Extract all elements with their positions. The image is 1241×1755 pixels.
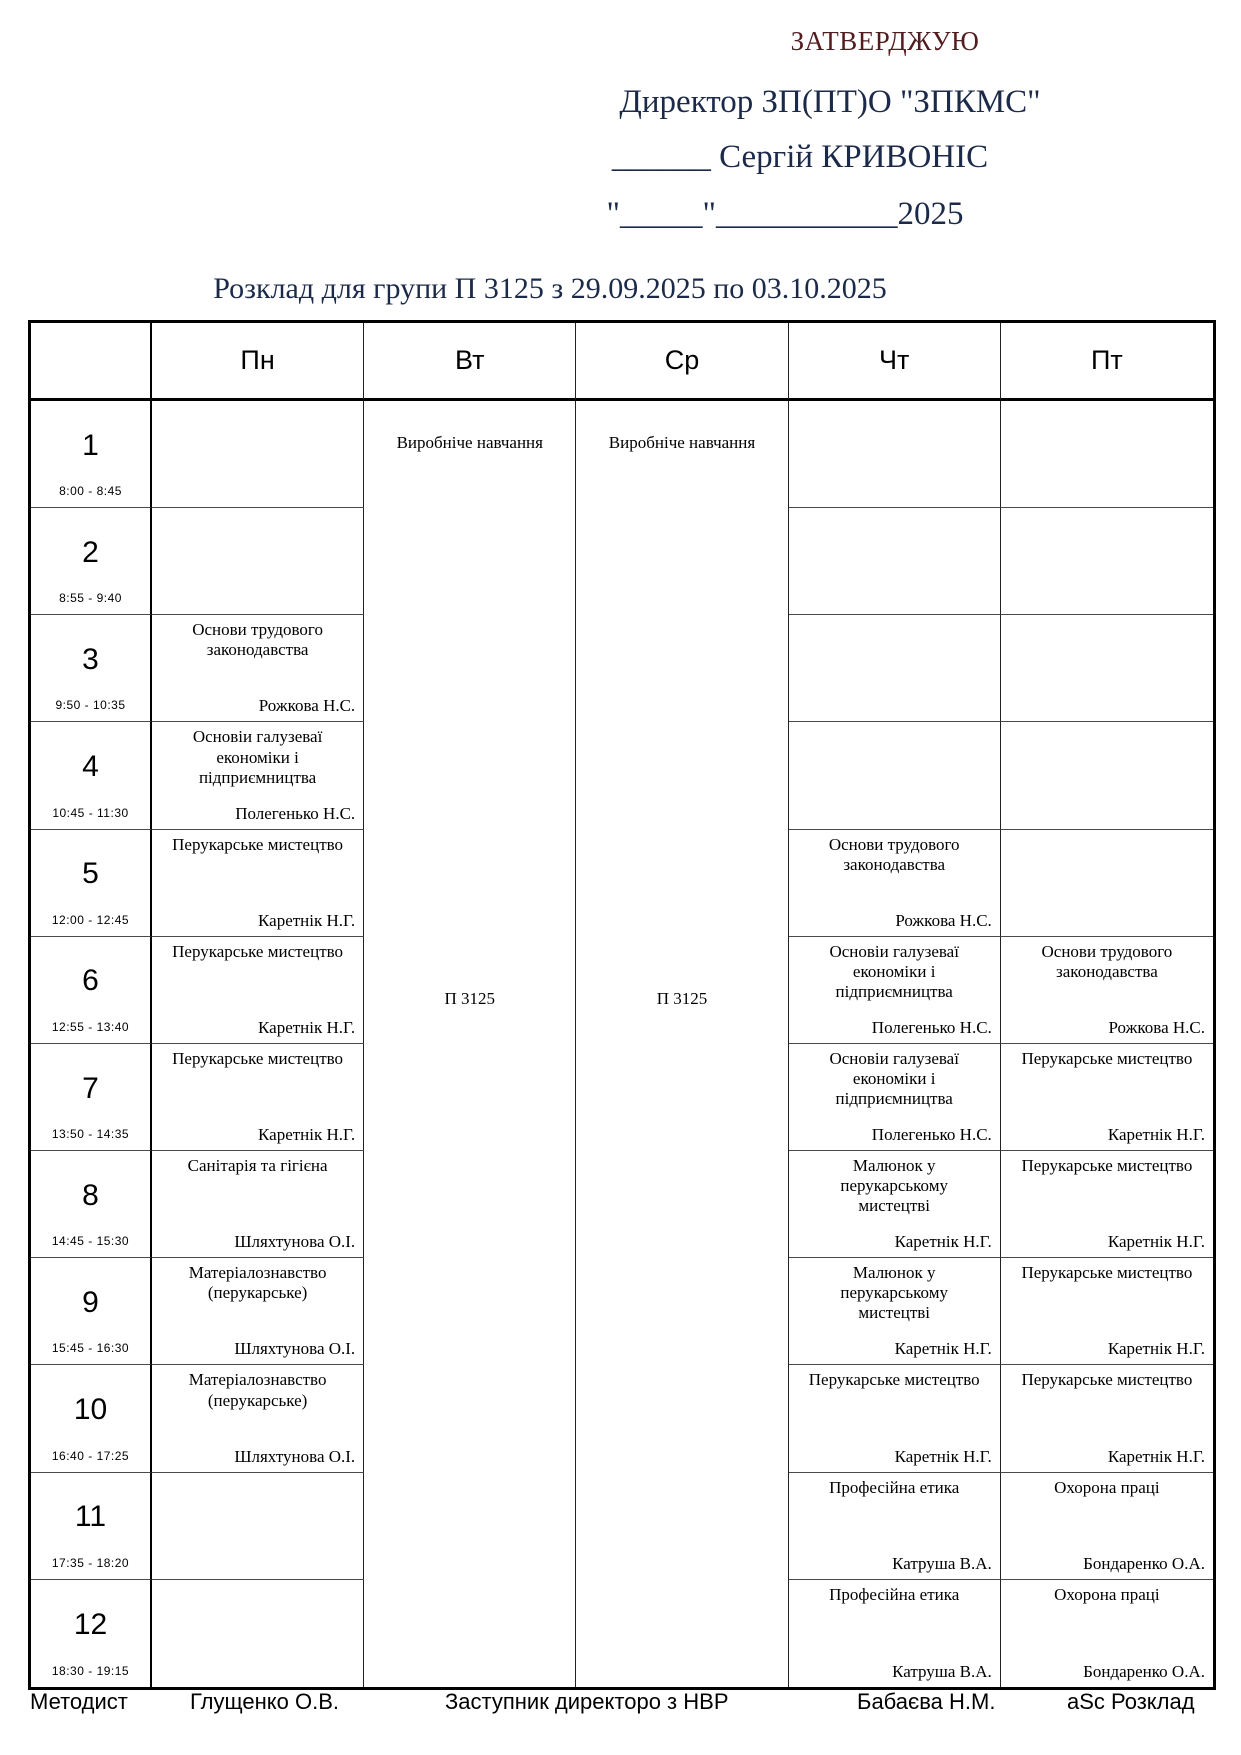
lesson-subject: Малюнок у перукарському мистецтві	[840, 1156, 948, 1216]
lesson-cell-fri-10	[1001, 1365, 1213, 1472]
practice-column-tue	[364, 401, 576, 1687]
lesson-teacher: Шляхтунова О.І.	[234, 1339, 356, 1359]
lesson-cell-thu-6	[789, 937, 1001, 1044]
lesson-cell-thu-10	[789, 1365, 1001, 1472]
lesson-teacher: Каретнік Н.Г.	[258, 1125, 356, 1145]
lesson-teacher: Полегенько Н.С.	[871, 1017, 992, 1037]
lesson-cell-fri-4	[1001, 722, 1213, 829]
lesson-teacher: Каретнік Н.Г.	[894, 1446, 992, 1466]
period-number: 9	[82, 1285, 99, 1319]
lesson-cell-fri-1	[1001, 401, 1213, 508]
lesson-cell-mon-2	[152, 508, 364, 615]
lesson-cell-mon-8	[152, 1151, 364, 1258]
table-corner-cell	[31, 323, 152, 401]
period-number: 2	[82, 535, 99, 569]
period-cell-1	[31, 401, 152, 508]
page-footer	[0, 1689, 1241, 1719]
lesson-cell-thu-5	[789, 830, 1001, 937]
period-time: 12:00 - 12:45	[51, 912, 130, 927]
period-time: 18:30 - 19:15	[51, 1663, 130, 1678]
period-cell-10	[31, 1365, 152, 1472]
lesson-cell-mon-3	[152, 615, 364, 722]
period-number: 1	[82, 428, 99, 462]
lesson-subject: Матеріалознавство (перукарське)	[188, 1370, 327, 1410]
lesson-cell-mon-9	[152, 1258, 364, 1365]
lesson-subject: Матеріалознавство (перукарське)	[188, 1263, 327, 1303]
lesson-cell-thu-7	[789, 1044, 1001, 1151]
period-time: 14:45 - 15:30	[51, 1234, 130, 1249]
footer-methodist-name: Глущенко О.В.	[190, 1689, 339, 1714]
lesson-teacher: Шляхтунова О.І.	[234, 1446, 356, 1466]
footer-methodist-label: Методист	[30, 1689, 128, 1714]
practice-subject: Виробніче навчання	[396, 433, 543, 452]
lesson-teacher: Бондаренко О.А.	[1083, 1553, 1205, 1573]
period-cell-11	[31, 1473, 152, 1580]
lesson-cell-fri-3	[1001, 615, 1213, 722]
lesson-subject: Основи трудового законодавства	[192, 620, 323, 660]
period-number: 11	[74, 1500, 107, 1534]
lesson-subject: Основіи галузеваї економіки і підприємництва	[829, 941, 959, 1001]
practice-subject: Виробніче навчання	[608, 433, 756, 452]
lesson-teacher: Каретнік Н.Г.	[1107, 1446, 1205, 1466]
lesson-cell-mon-12	[152, 1580, 364, 1687]
practice-group-label: П 3125	[444, 989, 496, 1008]
lesson-subject: Основи трудового законодавства	[1041, 941, 1173, 981]
lesson-subject: Професійна етика	[829, 1584, 960, 1604]
lesson-subject: Перукарське мистецтво	[808, 1370, 980, 1390]
lesson-subject: Основіи галузеваї економіки і підприємництва	[192, 727, 323, 787]
lesson-cell-thu-8	[789, 1151, 1001, 1258]
lesson-subject: Перукарське мистецтво	[1021, 1048, 1193, 1068]
lesson-subject: Основи трудового законодавства	[828, 834, 960, 874]
period-time: 10:45 - 11:30	[52, 805, 129, 820]
lesson-cell-fri-12	[1001, 1580, 1213, 1687]
footer-deputy-director-label: Заступник директоро з НВР	[445, 1689, 729, 1714]
period-time: 15:45 - 16:30	[51, 1341, 130, 1356]
lesson-teacher: Каретнік Н.Г.	[894, 1232, 992, 1252]
lesson-teacher: Бондаренко О.А.	[1083, 1661, 1205, 1681]
approval-date-line: "_____"___________2025	[606, 196, 964, 232]
lesson-teacher: Полегенько Н.С.	[235, 803, 356, 823]
approval-signature-line: ______ Сергій КРИВОНІС	[611, 139, 989, 175]
lesson-cell-thu-9	[789, 1258, 1001, 1365]
period-time: 16:40 - 17:25	[51, 1448, 130, 1463]
lesson-cell-thu-4	[789, 722, 1001, 829]
lesson-subject: Перукарське мистецтво	[1021, 1263, 1193, 1283]
period-number: 12	[73, 1607, 108, 1641]
approval-director-line: Директор ЗП(ПТ)О "ЗПКМС"	[619, 84, 1041, 120]
lesson-subject: Перукарське мистецтво	[172, 941, 344, 961]
lesson-teacher: Шляхтунова О.І.	[234, 1232, 356, 1252]
lesson-cell-mon-6	[152, 937, 364, 1044]
lesson-cell-fri-5	[1001, 830, 1213, 937]
period-cell-4	[31, 722, 152, 829]
timetable-grid	[28, 320, 1216, 1690]
period-time: 8:55 - 9:40	[59, 591, 122, 606]
lesson-subject: Охорона праці	[1054, 1584, 1160, 1604]
day-header-tue: Вт	[364, 323, 576, 401]
lesson-subject: Малюнок у перукарському мистецтві	[840, 1263, 948, 1323]
lesson-teacher: Катруша В.А.	[892, 1661, 992, 1681]
period-cell-2	[31, 508, 152, 615]
lesson-cell-thu-2	[789, 508, 1001, 615]
footer-deputy-director-name: Бабаєва Н.М.	[857, 1689, 996, 1714]
practice-column-wed	[576, 401, 788, 1687]
period-number: 8	[82, 1178, 99, 1212]
period-cell-12	[31, 1580, 152, 1687]
lesson-teacher: Рожкова Н.С.	[1108, 1017, 1205, 1037]
lesson-teacher: Каретнік Н.Г.	[1107, 1125, 1205, 1145]
period-time: 13:50 - 14:35	[51, 1127, 130, 1142]
period-number: 10	[73, 1393, 108, 1427]
lesson-cell-thu-3	[789, 615, 1001, 722]
page-title: Розклад для групи П 3125 з 29.09.2025 по 03.10.2025	[213, 272, 887, 305]
lesson-cell-mon-1	[152, 401, 364, 508]
lesson-subject: Охорона праці	[1054, 1477, 1160, 1497]
approval-stamp: ЗАТВЕРДЖУЮ	[790, 26, 980, 56]
footer-asc-brand: aSc Розклад	[1067, 1689, 1195, 1714]
period-time: 17:35 - 18:20	[51, 1555, 130, 1570]
period-time: 8:00 - 8:45	[59, 484, 122, 499]
day-header-thu: Чт	[789, 323, 1001, 401]
period-number: 7	[82, 1071, 99, 1105]
lesson-teacher: Катруша В.А.	[892, 1553, 992, 1573]
lesson-teacher: Каретнік Н.Г.	[258, 910, 356, 930]
lesson-teacher: Рожкова Н.С.	[258, 696, 356, 716]
period-cell-5	[31, 830, 152, 937]
lesson-cell-fri-8	[1001, 1151, 1213, 1258]
lesson-teacher: Полегенько Н.С.	[871, 1125, 992, 1145]
day-header-fri: Пт	[1001, 323, 1213, 401]
lesson-cell-thu-11	[789, 1473, 1001, 1580]
lesson-teacher: Каретнік Н.Г.	[894, 1339, 992, 1359]
lesson-cell-mon-4	[152, 722, 364, 829]
lesson-cell-thu-1	[789, 401, 1001, 508]
period-number: 4	[82, 750, 99, 784]
lesson-cell-fri-6	[1001, 937, 1213, 1044]
period-cell-6	[31, 937, 152, 1044]
lesson-cell-mon-5	[152, 830, 364, 937]
period-number: 6	[82, 964, 99, 998]
period-cell-7	[31, 1044, 152, 1151]
lesson-teacher: Каретнік Н.Г.	[258, 1017, 356, 1037]
lesson-cell-fri-11	[1001, 1473, 1213, 1580]
period-cell-8	[31, 1151, 152, 1258]
day-header-wed: Ср	[576, 323, 788, 401]
lesson-cell-mon-7	[152, 1044, 364, 1151]
lesson-cell-mon-11	[152, 1473, 364, 1580]
practice-group-label: П 3125	[656, 989, 708, 1008]
period-time: 12:55 - 13:40	[51, 1019, 130, 1034]
lesson-cell-mon-10	[152, 1365, 364, 1472]
period-number: 3	[82, 642, 99, 676]
lesson-cell-fri-2	[1001, 508, 1213, 615]
lesson-cell-fri-7	[1001, 1044, 1213, 1151]
lesson-cell-fri-9	[1001, 1258, 1213, 1365]
lesson-subject: Перукарське мистецтво	[172, 834, 344, 854]
lesson-subject: Основіи галузеваї економіки і підприємництва	[829, 1048, 959, 1109]
period-cell-3	[31, 615, 152, 722]
lesson-subject: Перукарське мистецтво	[1021, 1156, 1193, 1176]
lesson-subject: Перукарське мистецтво	[172, 1048, 344, 1068]
lesson-subject: Перукарське мистецтво	[1021, 1370, 1193, 1390]
lesson-subject: Професійна етика	[829, 1477, 960, 1497]
lesson-subject: Санітарія та гігієна	[187, 1156, 328, 1176]
day-header-mon: Пн	[152, 323, 364, 401]
lesson-teacher: Рожкова Н.С.	[895, 910, 992, 930]
period-cell-9	[31, 1258, 152, 1365]
period-time: 9:50 - 10:35	[55, 698, 126, 713]
lesson-cell-thu-12	[789, 1580, 1001, 1687]
period-number: 5	[82, 857, 99, 891]
lesson-teacher: Каретнік Н.Г.	[1107, 1339, 1205, 1359]
lesson-teacher: Каретнік Н.Г.	[1107, 1232, 1205, 1252]
